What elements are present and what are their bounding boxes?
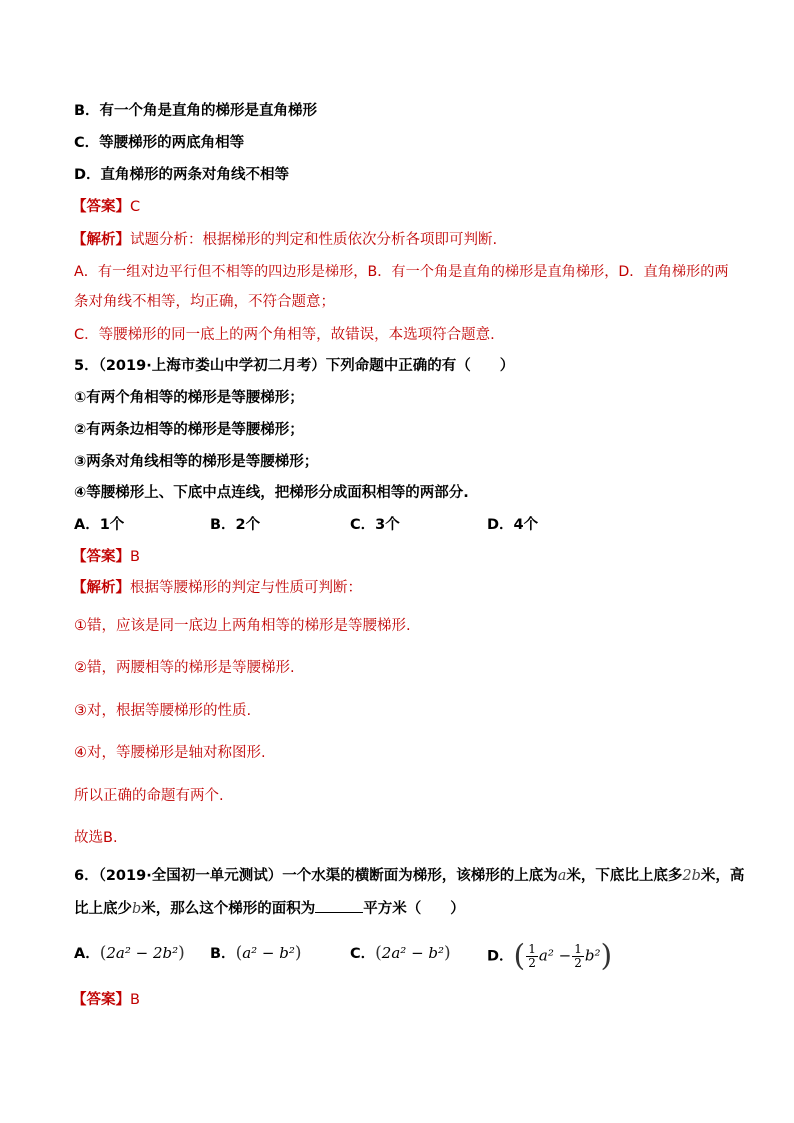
q5-choice: 故选B. bbox=[74, 830, 118, 846]
q6-stem2-part3: 平方米（ ） bbox=[363, 901, 465, 917]
q5-analysis-4: ④对，等腰梯形是轴对称图形. bbox=[74, 745, 266, 761]
frac1-denominator: 2 bbox=[528, 956, 536, 970]
analysis-line bbox=[74, 230, 497, 250]
q6-option-b-expr: a² − b² bbox=[242, 944, 295, 962]
answer-line bbox=[74, 197, 140, 217]
q5-statement-3: ③两条对角线相等的梯形是等腰梯形； bbox=[74, 454, 319, 470]
q6-answer-value: B bbox=[130, 992, 140, 1008]
q5-option-b: B．2个 bbox=[210, 517, 261, 533]
paren-close-icon: ) bbox=[178, 943, 185, 963]
q6-option-d-label: D． bbox=[487, 948, 514, 965]
q6-var-2b: 2b bbox=[682, 868, 701, 884]
frac2-denominator: 2 bbox=[574, 956, 582, 970]
analysis-tag: 【解析】 bbox=[72, 232, 130, 248]
q6-option-d-term1: a² − bbox=[538, 946, 572, 965]
analysis-text-2: 条对角线不相等，均正确，不符合题意； bbox=[74, 294, 335, 310]
big-paren-open-icon: ( bbox=[513, 938, 526, 974]
q5-option-c: C．3个 bbox=[350, 517, 400, 533]
q6-stem-part3: 米，高 bbox=[700, 868, 745, 884]
answer-blank bbox=[315, 898, 363, 913]
q6-var-b: b bbox=[132, 901, 142, 917]
frac1-numerator: 1 bbox=[528, 942, 536, 956]
q5-answer-value: B bbox=[130, 549, 140, 565]
q5-answer-line bbox=[74, 547, 140, 567]
option-b-text: B．有一个角是直角的梯形是直角梯形 bbox=[74, 103, 318, 119]
q5-answer-tag: 【答案】 bbox=[72, 549, 130, 565]
q6-option-a-expr: 2a² − 2b² bbox=[106, 944, 179, 962]
q6-option-b-label: B． bbox=[210, 946, 236, 962]
analysis-text-1: A．有一组对边平行但不相等的四边形是梯形，B．有一个角是直角的梯形是直角梯形，D．直角梯形的两 bbox=[74, 264, 729, 280]
paren-open-icon: ( bbox=[235, 943, 243, 963]
q6-option-b bbox=[210, 943, 302, 964]
q6-option-c bbox=[350, 943, 451, 964]
q6-option-c-label: C． bbox=[350, 946, 376, 962]
q5-option-a: A．1个 bbox=[74, 517, 125, 533]
q5-analysis-line bbox=[74, 578, 362, 598]
q6-option-d-term2: b² bbox=[584, 946, 601, 965]
frac2-numerator: 1 bbox=[574, 942, 582, 956]
q6-option-a-label: A． bbox=[74, 946, 100, 962]
q6-stem2-part2: 米，那么这个梯形的面积为 bbox=[141, 901, 316, 917]
q6-option-d bbox=[487, 938, 613, 974]
paren-close-icon: ) bbox=[444, 943, 451, 963]
q5-statement-4: ④等腰梯形上、下底中点连线，把梯形分成面积相等的两部分. bbox=[74, 485, 469, 501]
q5-statement-2: ②有两条边相等的梯形是等腰梯形； bbox=[74, 422, 304, 438]
q6-stem-line2 bbox=[74, 898, 465, 919]
q5-analysis-intro: 根据等腰梯形的判定与性质可判断： bbox=[130, 580, 362, 596]
q5-conclusion: 所以正确的命题有两个. bbox=[74, 788, 224, 804]
fraction-half-1 bbox=[526, 943, 538, 970]
paren-open-icon: ( bbox=[375, 943, 382, 963]
option-c-text: C．等腰梯形的两底角相等 bbox=[74, 135, 245, 151]
q6-answer-line bbox=[74, 990, 140, 1010]
q5-statement-1: ①有两个角相等的梯形是等腰梯形； bbox=[74, 390, 304, 406]
answer-value: C bbox=[130, 199, 141, 215]
q6-var-a: a bbox=[557, 868, 567, 884]
q6-answer-tag: 【答案】 bbox=[72, 992, 130, 1008]
q6-option-c-expr: 2a² − b² bbox=[381, 944, 445, 962]
q6-stem-part1: 6．（2019·全国初一单元测试）一个水渠的横断面为梯形，该梯形的上底为 bbox=[74, 868, 558, 884]
q6-stem-part2: 米，下底比上底多 bbox=[566, 868, 683, 884]
q6-stem-line1 bbox=[74, 866, 744, 886]
fraction-half-2 bbox=[572, 943, 584, 970]
paren-open-icon: ( bbox=[99, 943, 107, 963]
q5-option-d: D．4个 bbox=[487, 517, 539, 533]
q5-analysis-2: ②错，两腰相等的梯形是等腰梯形. bbox=[74, 660, 295, 676]
q5-stem: 5．（2019·上海市娄山中学初二月考）下列命题中正确的有（ ） bbox=[74, 358, 515, 374]
q5-analysis-tag: 【解析】 bbox=[72, 580, 130, 596]
big-paren-close-icon: ) bbox=[600, 938, 613, 974]
analysis-text-3: C．等腰梯形的同一底上的两个角相等，故错误，本选项符合题意. bbox=[74, 327, 495, 343]
q5-analysis-1: ①错，应该是同一底边上两角相等的梯形是等腰梯形. bbox=[74, 618, 411, 634]
analysis-intro: 试题分析：根据梯形的判定和性质依次分析各项即可判断. bbox=[130, 232, 498, 248]
answer-tag: 【答案】 bbox=[72, 199, 130, 215]
q6-option-a bbox=[74, 943, 185, 964]
q6-stem2-part1: 比上底少 bbox=[74, 901, 132, 917]
q5-analysis-3: ③对，根据等腰梯形的性质. bbox=[74, 703, 252, 719]
option-d-text: D．直角梯形的两条对角线不相等 bbox=[74, 167, 290, 183]
paren-close-icon: ) bbox=[294, 943, 302, 963]
